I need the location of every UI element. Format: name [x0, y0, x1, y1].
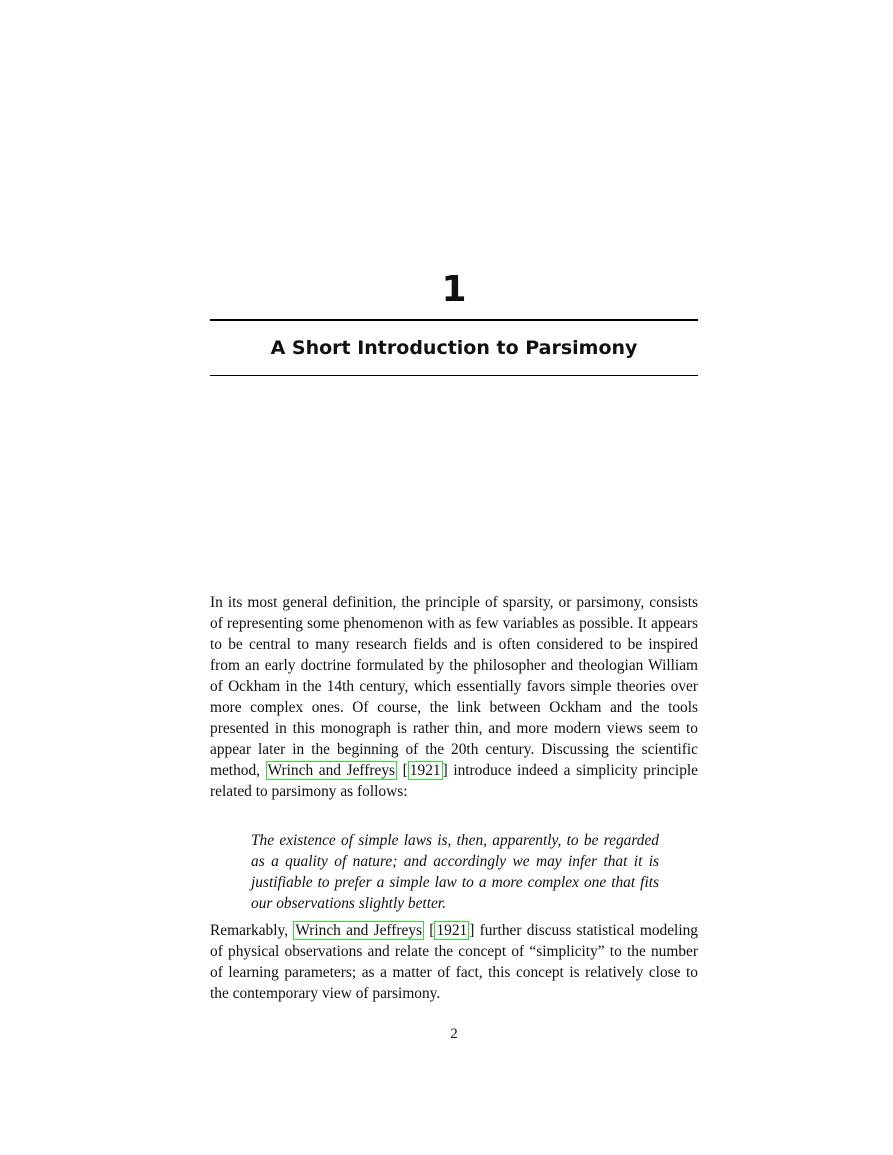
citation-bracket-open: [ [424, 922, 435, 939]
chapter-title: A Short Introduction to Parsimony [270, 337, 638, 359]
paragraph-2 [210, 920, 698, 1004]
citation-link-authors[interactable]: Wrinch and Jeffreys [295, 922, 423, 939]
citation-link-authors[interactable]: Wrinch and Jeffreys [267, 762, 396, 779]
paragraph-1-text-after: ] introduce indeed a simplicity principle related to parsimony as follows: [210, 762, 698, 800]
paragraph-1 [210, 592, 698, 802]
citation-bracket-open: [ [397, 762, 408, 779]
chapter-number: 1 [441, 269, 467, 310]
paragraph-2-text: Remarkably, [210, 922, 294, 939]
paragraph-1-text: In its most general definition, the principle of sparsity, or parsimony, consists of representing some phenomenon with as few variables as possible. It appears to be central to many research fields and is often considered to be inspired from an early doctrine formulated by the philosopher and theologian William of Ockham in the 14th century, which essentially favors simple theories over more complex ones. Of course, the link between Ockham and the tools presented in this monograph is rather thin, and more modern views seem to appear later in the beginning of the 20th century. Discussing the scientific method, [210, 594, 698, 779]
chapter-rule-bottom [210, 375, 698, 376]
chapter-rule-top [210, 319, 698, 321]
block-quote: The existence of simple laws is, then, apparently, to be regarded as a quality of nature; and accordingly we may infer that it is justifiable to prefer a simple law to a more complex one that fits our observations slightly better. [251, 832, 659, 912]
paragraph-2-text-after: ] further discuss statistical modeling of physical observations and relate the concept of “simplicity” to the number of learning parameters; as a matter of fact, this concept is relatively close to the contemporary view of parsimony. [210, 922, 698, 1002]
citation-link-year[interactable]: 1921 [436, 922, 468, 939]
page-number: 2 [450, 1026, 458, 1042]
citation-link-year[interactable]: 1921 [409, 762, 441, 779]
